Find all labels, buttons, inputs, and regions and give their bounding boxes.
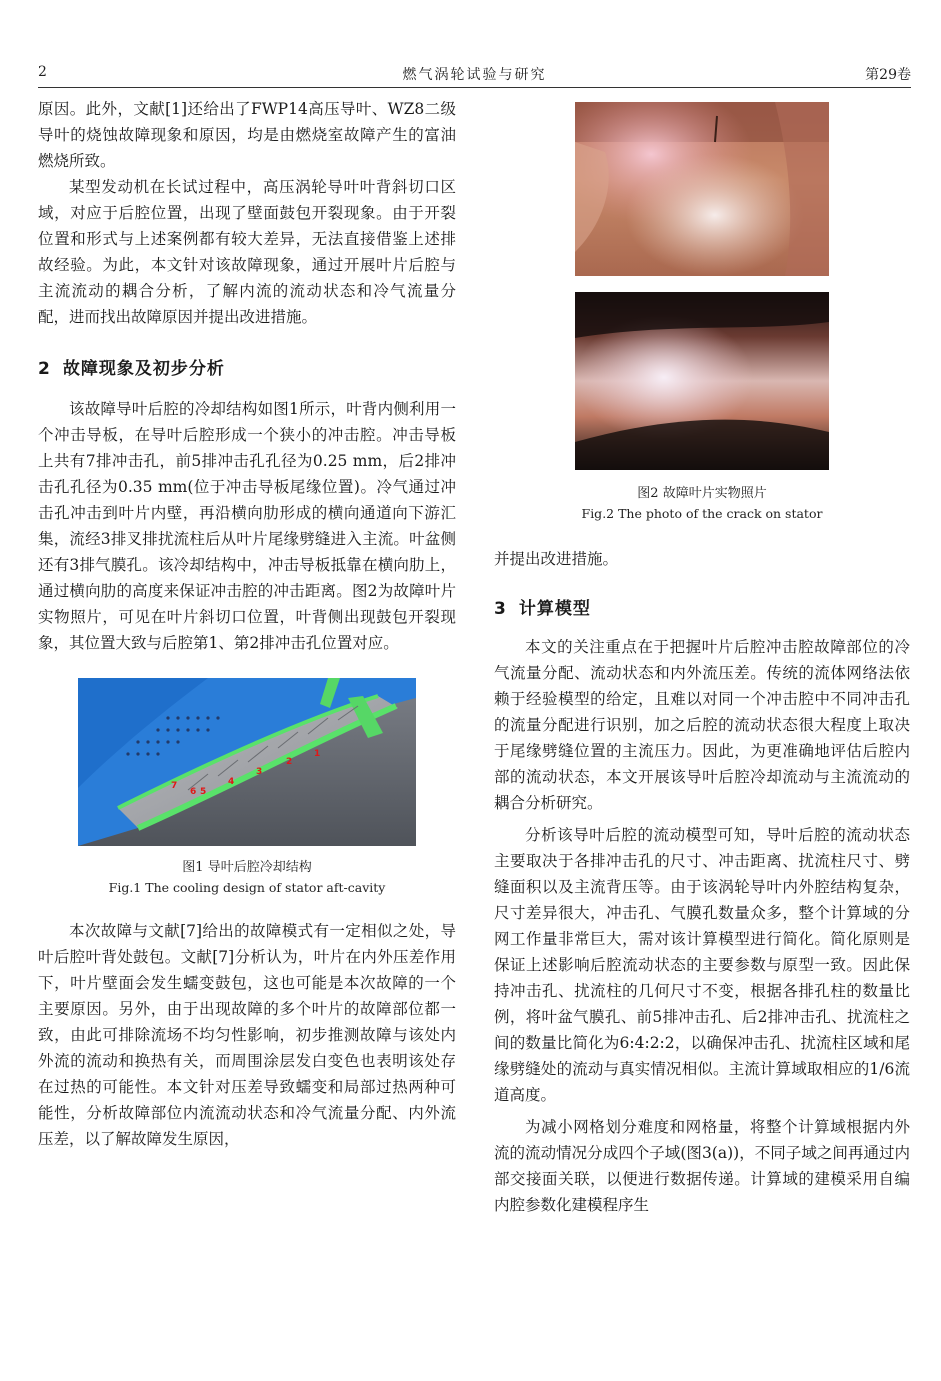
figure-caption-en: Fig.1 The cooling design of stator aft-cavity: [108, 880, 386, 895]
page-number: 2: [38, 64, 47, 80]
paragraph: 为减小网格划分难度和网格量，将整个计算域根据内外流的流动情况分成四个子域(图3(a))，不同子域之间再通过内部交接面关联，以便进行数据传递。计算域的建模采用自编内腔参数化建模程序生: [494, 1118, 910, 1214]
journal-title: 燃气涡轮试验与研究: [402, 67, 547, 83]
cooling-structure-illustration: [78, 678, 416, 846]
volume-label: 第29卷: [865, 67, 911, 83]
left-column: [38, 96, 456, 1152]
figure-2: [494, 102, 910, 524]
figure-1: [38, 678, 456, 898]
section-title: 故障现象及初步分析: [62, 359, 225, 379]
right-column: [494, 96, 910, 1218]
paragraph: 本文的关注重点在于把握叶片后腔冲击腔故障部位的冷气流量分配、流动状态和内外流压差。传统的流体网络法依赖于经验模型的给定，且难以对同一个冲击腔中不同冲击孔的流量分配进行识别，加之后腔的流动状态很大程度上取决于尾缘劈缝位置的主流压力。因此，为更准确地评估后腔内部的流动状态，本文开展该导叶后腔冷却流动与主流流动的耦合分析研究。: [494, 638, 910, 812]
paragraph: 分析该导叶后腔的流动模型可知，导叶后腔的流动状态主要取决于各排冲击孔的尺寸、冲击距离、扰流柱尺寸、劈缝面积以及主流背压等。由于该涡轮导叶内外腔结构复杂，尺寸差异很大，冲击孔、气膜孔数量众多，整个计算域的分网工作量非常巨大，需对该计算模型进行简化。简化原则是保证上述影响后腔流动状态的主要参数与原型一致。因此保持冲击孔、扰流柱的几何尺寸不变，根据各排孔柱的数量比例，将叶盆气膜孔、前5排冲击孔、后2排冲击孔、扰流柱之间的数量比简化为6:4:2:2，以确保冲击孔、扰流柱区域和尾缘劈缝处的流动与真实情况相似。主流计算域取相应的1/6流道高度。: [494, 826, 910, 1104]
paragraph: 并提出改进措施。: [494, 550, 619, 568]
section-heading-3: [494, 596, 910, 622]
row-label-7: 7: [171, 781, 178, 791]
row-label-3: 3: [256, 767, 263, 777]
running-head: [38, 64, 911, 86]
paragraph: 该故障导叶后腔的冷却结构如图1所示，叶背内侧利用一个冲击导板，在导叶后腔形成一个狭小的冲击腔。冲击导板上共有7排冲击孔，前5排冲击孔孔径为0.25 mm，后2排冲击孔孔径为0.35 mm(位于冲击导板尾缘位置)。冷气通过冲击孔冲击到叶片内壁，再沿横向肋形成的横向通道向下游汇集，流经3排叉排扰流柱后从叶片尾缘劈缝进入主流。叶盆侧还有3排气膜孔。该冷却结构中，冲击导板抵靠在横向肋上，通过横向肋的高度来保证冲击腔的冲击距离。图2为故障叶片实物照片，可见在叶片斜切口位置，叶背侧出现鼓包开裂现象，其位置大致与后腔第1、第2排冲击孔位置对应。: [38, 400, 456, 652]
row-label-2: 2: [286, 757, 293, 767]
paragraph: 某型发动机在长试过程中，高压涡轮导叶叶背斜切口区域，对应于后腔位置，出现了壁面鼓包开裂现象。由于开裂位置和形式与上述案例都有较大差异，无法直接借鉴上述排故经验。为此，本文针对该故障现象，通过开展叶片后腔与主流流动的耦合分析，了解内流的流动状态和冷气流量分配，进而找出故障原因并提出改进措施。: [38, 178, 456, 326]
section-title: 计算模型: [518, 599, 591, 619]
section-heading-2: [38, 356, 456, 382]
row-label-6: 6: [190, 787, 197, 797]
figure-caption-en: Fig.2 The photo of the crack on stator: [581, 506, 823, 521]
header-rule: [38, 87, 911, 88]
figure-caption-cn: 图1 导叶后腔冷却结构: [182, 860, 312, 875]
blade-photo-bottom: [575, 292, 829, 470]
figure-caption-cn: 图2 故障叶片实物照片: [637, 486, 767, 501]
section-number: 3: [494, 599, 507, 619]
paragraph: 本次故障与文献[7]给出的故障模式有一定相似之处，导叶后腔叶背处鼓包。文献[7]分析认为，叶片在内外压差作用下，叶片壁面会发生蠕变鼓包，这也可能是本次故障的一个主要原因。另外，由于出现故障的多个叶片的故障部位都一致，由此可排除流场不均匀性影响，初步推测故障与该处内外流的流动和换热有关，而周围涂层发白变色也表明该处存在过热的可能性。本文针对压差导致蠕变和局部过热两种可能性，分析故障部位内流流动状态和冷气流量分配、内外流压差，以了解故障发生原因，: [38, 922, 456, 1148]
row-label-5: 5: [200, 787, 207, 797]
paragraph: 原因。此外，文献[1]还给出了FWP14高压导叶、WZ8二级导叶的烧蚀故障现象和原因，均是由燃烧室故障产生的富油燃烧所致。: [38, 100, 456, 170]
section-number: 2: [38, 359, 51, 379]
row-label-1: 1: [314, 749, 321, 759]
row-label-4: 4: [228, 777, 235, 787]
blade-photo-top: [575, 102, 829, 276]
